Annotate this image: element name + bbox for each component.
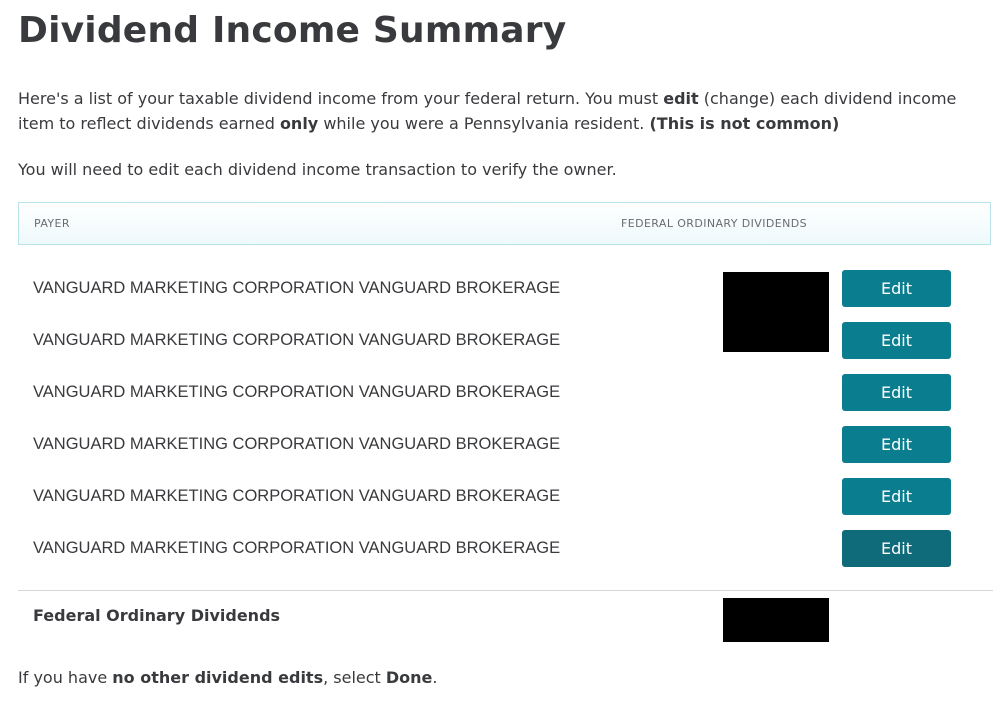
payer-name: VANGUARD MARKETING CORPORATION VANGUARD BROKERAGE (33, 539, 561, 557)
edit-button[interactable]: Edit (842, 270, 951, 307)
intro-not-common-note: (This is not common) (649, 114, 840, 133)
dividend-table-body (18, 270, 993, 582)
table-row (18, 478, 993, 530)
payer-name: VANGUARD MARKETING CORPORATION VANGUARD BROKERAGE (33, 331, 561, 349)
intro-text-2: (change) each dividend income item to reflect dividends earned (18, 89, 957, 133)
intro-edit-emphasis: edit (663, 89, 699, 108)
table-row (18, 270, 993, 322)
done-instruction-text (18, 665, 438, 690)
dividend-table-header (18, 202, 991, 245)
intro-text-3: while you were a Pennsylvania resident. (318, 114, 650, 133)
intro-only-emphasis: only (279, 114, 319, 133)
payer-name: VANGUARD MARKETING CORPORATION VANGUARD BROKERAGE (33, 435, 561, 453)
edit-button[interactable]: Edit (842, 374, 951, 411)
table-row (18, 322, 993, 374)
edit-button[interactable]: Edit (842, 426, 951, 463)
footer-text-1: If you have (18, 668, 113, 687)
table-row (18, 426, 993, 478)
footer-text-3: . (432, 668, 438, 687)
intro-paragraph (18, 86, 978, 136)
edit-button[interactable]: Edit (842, 322, 951, 359)
total-label: Federal Ordinary Dividends (33, 606, 281, 625)
payer-name: VANGUARD MARKETING CORPORATION VANGUARD BROKERAGE (33, 383, 561, 401)
edit-button[interactable]: Edit (842, 530, 951, 567)
footer-no-other-edits: no other dividend edits (112, 668, 324, 687)
redacted-amount-block (723, 272, 829, 352)
footer-done-emphasis: Done (385, 668, 433, 687)
total-divider (18, 590, 993, 591)
payer-column-header: PAYER (34, 217, 70, 230)
table-row (18, 530, 993, 582)
payer-name: VANGUARD MARKETING CORPORATION VANGUARD BROKERAGE (33, 279, 561, 297)
payer-name: VANGUARD MARKETING CORPORATION VANGUARD BROKERAGE (33, 487, 561, 505)
intro-text-1: Here's a list of your taxable dividend income from your federal return. You must (18, 89, 664, 108)
edit-button[interactable]: Edit (842, 478, 951, 515)
page-title: Dividend Income Summary (18, 10, 567, 51)
verify-owner-text: You will need to edit each dividend income transaction to verify the owner. (18, 160, 617, 179)
table-row (18, 374, 993, 426)
redacted-total-amount (723, 598, 829, 642)
federal-ordinary-dividends-column-header: FEDERAL ORDINARY DIVIDENDS (621, 217, 807, 230)
footer-text-2: , select (323, 668, 386, 687)
